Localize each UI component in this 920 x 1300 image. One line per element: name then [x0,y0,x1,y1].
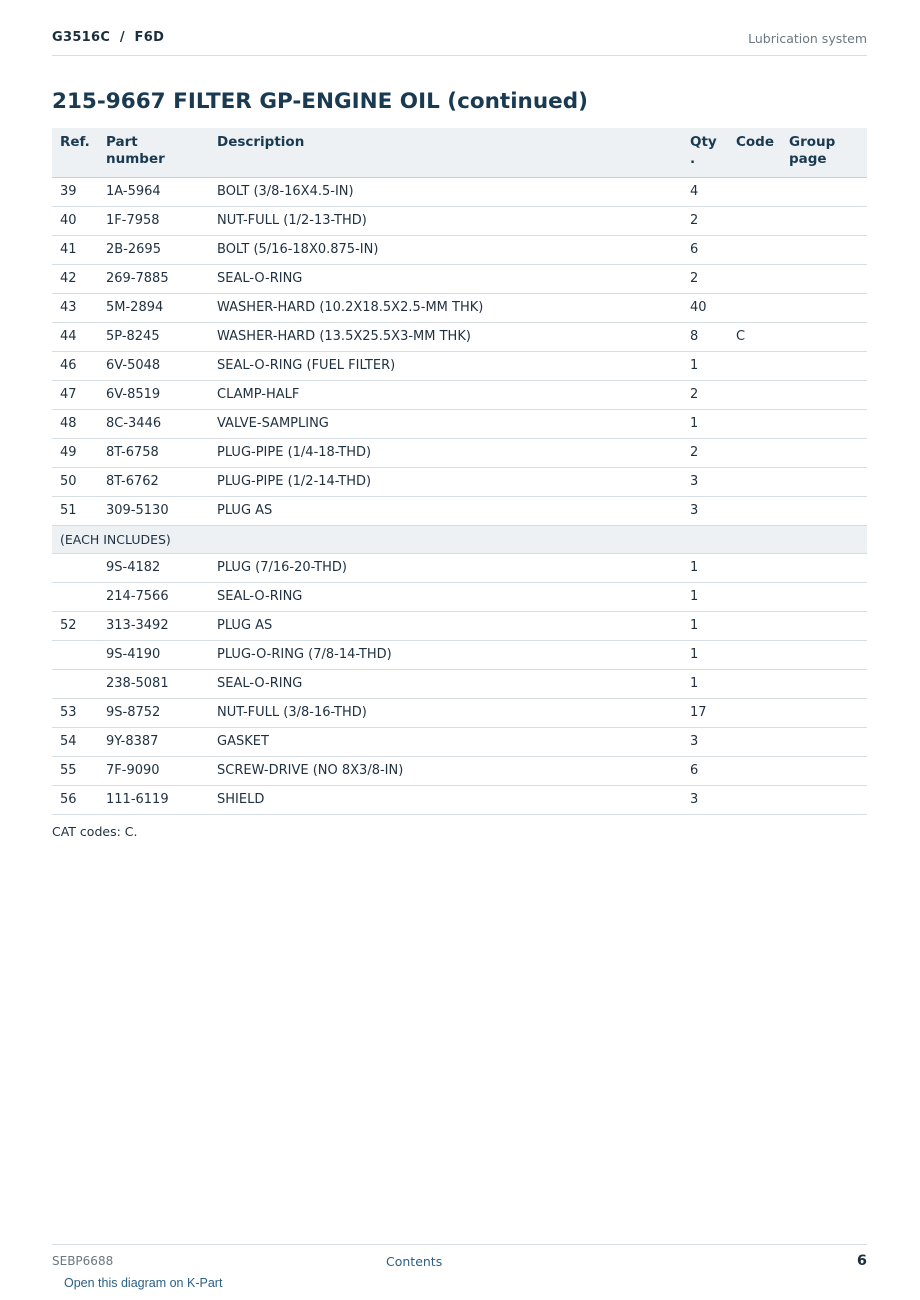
ref-cell: 47 [52,380,98,409]
table-row [52,785,867,814]
qty-cell: 1 [682,351,728,380]
col-header-group-page: Group page [781,128,867,177]
description-cell: PLUG AS [209,611,682,640]
description-cell: SEAL-O-RING [209,582,682,611]
table-row [52,438,867,467]
cat-codes-note: CAT codes: C. [52,824,138,839]
code-cell [728,785,781,814]
ref-cell [52,553,98,582]
table-row [52,640,867,669]
qty-cell: 1 [682,640,728,669]
table-header-row [52,128,867,177]
code-cell [728,582,781,611]
description-cell: NUT-FULL (3/8-16-THD) [209,698,682,727]
part-number-cell: 309-5130 [98,496,209,525]
ref-cell: 54 [52,727,98,756]
page-title [52,89,588,114]
description-cell: BOLT (3/8-16X4.5-IN) [209,177,682,206]
code-cell [728,438,781,467]
code-cell [728,756,781,785]
group-page-cell [781,640,867,669]
qty-cell: 3 [682,467,728,496]
col-header-part-number: Part number [98,128,209,177]
qty-cell: 1 [682,611,728,640]
ref-cell [52,669,98,698]
group-page-cell [781,235,867,264]
part-number-cell: 8T-6758 [98,438,209,467]
description-cell: SEAL-O-RING (FUEL FILTER) [209,351,682,380]
ref-cell: 41 [52,235,98,264]
description-cell: SEAL-O-RING [209,669,682,698]
group-page-cell [781,409,867,438]
part-number-cell: 269-7885 [98,264,209,293]
table-note-row [52,525,867,553]
ref-cell: 39 [52,177,98,206]
code-cell [728,206,781,235]
code-cell: C [728,322,781,351]
note-cell: (EACH INCLUDES) [52,525,867,553]
description-cell: PLUG (7/16-20-THD) [209,553,682,582]
table-row [52,264,867,293]
part-number-cell: 9Y-8387 [98,727,209,756]
code-cell [728,698,781,727]
description-cell: SHIELD [209,785,682,814]
qty-cell: 6 [682,235,728,264]
group-page-cell [781,669,867,698]
group-page-cell [781,756,867,785]
qty-cell: 1 [682,553,728,582]
col-header-description: Description [209,128,682,177]
group-page-cell [781,553,867,582]
part-number-cell: 9S-4190 [98,640,209,669]
ref-cell: 42 [52,264,98,293]
ref-cell: 56 [52,785,98,814]
open-diagram-kpart-link[interactable]: Open this diagram on K-Part [64,1276,223,1290]
code-cell [728,177,781,206]
ref-cell: 48 [52,409,98,438]
description-cell: CLAMP-HALF [209,380,682,409]
qty-cell: 6 [682,756,728,785]
code-cell [728,467,781,496]
code-cell [728,351,781,380]
description-cell: SEAL-O-RING [209,264,682,293]
description-cell: PLUG AS [209,496,682,525]
part-number-cell: 2B-2695 [98,235,209,264]
group-page-cell [781,467,867,496]
part-number-cell: 6V-8519 [98,380,209,409]
qty-cell: 17 [682,698,728,727]
qty-cell: 1 [682,582,728,611]
qty-cell: 1 [682,669,728,698]
ref-cell: 40 [52,206,98,235]
ref-cell: 52 [52,611,98,640]
title-main: 215-9667 FILTER GP-ENGINE OIL [52,89,440,114]
group-page-cell [781,611,867,640]
qty-cell: 8 [682,322,728,351]
group-page-cell [781,177,867,206]
table-row [52,177,867,206]
part-number-cell: 214-7566 [98,582,209,611]
qty-cell: 4 [682,177,728,206]
ref-cell: 50 [52,467,98,496]
title-suffix: (continued) [439,89,588,114]
code-cell [728,496,781,525]
description-cell: PLUG-PIPE (1/4-18-THD) [209,438,682,467]
section-label: Lubrication system [748,31,867,46]
code-cell [728,235,781,264]
part-number-cell: 7F-9090 [98,756,209,785]
col-header-ref: Ref. [52,128,98,177]
page-footer [52,1244,867,1274]
group-page-cell [781,496,867,525]
ref-cell: 55 [52,756,98,785]
parts-table [52,128,867,815]
qty-cell: 2 [682,380,728,409]
ref-cell [52,640,98,669]
page-header [52,28,867,56]
code-cell [728,640,781,669]
model-label: G3516C / F6D [52,30,165,45]
description-cell: PLUG-PIPE (1/2-14-THD) [209,467,682,496]
part-number-cell: 1F-7958 [98,206,209,235]
table-row [52,380,867,409]
table-row [52,553,867,582]
group-page-cell [781,206,867,235]
table-row [52,409,867,438]
description-cell: GASKET [209,727,682,756]
part-number-cell: 111-6119 [98,785,209,814]
group-page-cell [781,727,867,756]
col-header-code: Code [728,128,781,177]
code-cell [728,293,781,322]
description-cell: VALVE-SAMPLING [209,409,682,438]
group-page-cell [781,293,867,322]
table-row [52,582,867,611]
table-row [52,727,867,756]
table-row [52,206,867,235]
description-cell: WASHER-HARD (10.2X18.5X2.5-MM THK) [209,293,682,322]
qty-cell: 3 [682,785,728,814]
ref-cell: 46 [52,351,98,380]
part-number-cell: 313-3492 [98,611,209,640]
part-number-cell: 8C-3446 [98,409,209,438]
document-id: SEBP6688 [52,1254,114,1268]
qty-cell: 3 [682,727,728,756]
group-page-cell [781,380,867,409]
page-number: 6 [856,1253,867,1269]
ref-cell: 43 [52,293,98,322]
qty-cell: 1 [682,409,728,438]
table-row [52,669,867,698]
ref-cell: 51 [52,496,98,525]
qty-cell: 2 [682,264,728,293]
group-page-cell [781,322,867,351]
part-number-cell: 9S-8752 [98,698,209,727]
description-cell: NUT-FULL (1/2-13-THD) [209,206,682,235]
description-cell: WASHER-HARD (13.5X25.5X3-MM THK) [209,322,682,351]
description-cell: BOLT (5/16-18X0.875-IN) [209,235,682,264]
ref-cell: 49 [52,438,98,467]
group-page-cell [781,785,867,814]
group-page-cell [781,698,867,727]
part-number-cell: 5M-2894 [98,293,209,322]
part-number-cell: 8T-6762 [98,467,209,496]
table-row [52,611,867,640]
part-number-cell: 6V-5048 [98,351,209,380]
code-cell [728,380,781,409]
part-number-cell: 238-5081 [98,669,209,698]
table-row [52,322,867,351]
part-number-cell: 5P-8245 [98,322,209,351]
table-row [52,235,867,264]
table-row [52,698,867,727]
part-number-cell: 9S-4182 [98,553,209,582]
table-row [52,293,867,322]
table-row [52,467,867,496]
code-cell [728,409,781,438]
qty-cell: 40 [682,293,728,322]
table-row [52,756,867,785]
table-row [52,351,867,380]
code-cell [728,669,781,698]
group-page-cell [781,582,867,611]
table-row [52,496,867,525]
col-header-qty: Qty . [682,128,728,177]
group-page-cell [781,351,867,380]
code-cell [728,611,781,640]
ref-cell [52,582,98,611]
ref-cell: 53 [52,698,98,727]
code-cell [728,727,781,756]
parts-table-body [52,177,867,814]
qty-cell: 2 [682,438,728,467]
code-cell [728,553,781,582]
description-cell: PLUG-O-RING (7/8-14-THD) [209,640,682,669]
group-page-cell [781,264,867,293]
code-cell [728,264,781,293]
part-number-cell: 1A-5964 [98,177,209,206]
qty-cell: 2 [682,206,728,235]
contents-link[interactable]: Contents [386,1254,443,1269]
qty-cell: 3 [682,496,728,525]
ref-cell: 44 [52,322,98,351]
description-cell: SCREW-DRIVE (NO 8X3/8-IN) [209,756,682,785]
group-page-cell [781,438,867,467]
